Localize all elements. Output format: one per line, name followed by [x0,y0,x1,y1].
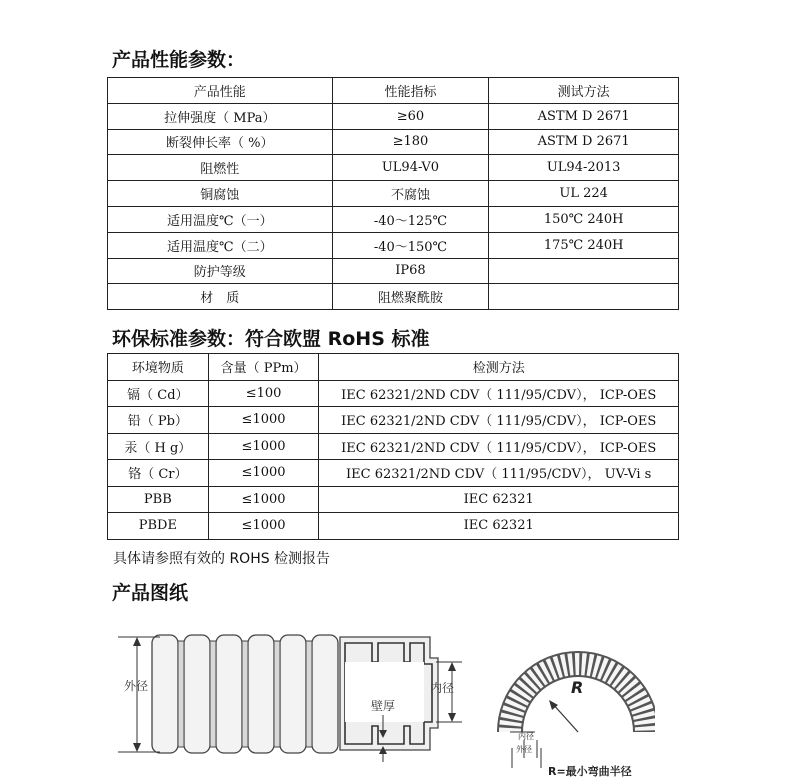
pipe-drawing [0,600,480,780]
table-cell: 150℃ 240H [489,206,679,232]
bend-radius-caption: R=最小弯曲半径 [548,765,632,778]
table-row [108,284,679,310]
bend-inner-label: 内径 [518,732,534,741]
table-cell: ≤1000 [208,407,319,434]
table-header: 含量（ PPm） [208,354,319,381]
table-cell: 铬（ Cr） [108,460,209,487]
table-cell: ≥180 [332,129,489,155]
table-row [108,155,679,181]
inner-diameter-label: 内径 [430,681,455,695]
table-header: 环境物质 [108,354,209,381]
table-cell: 防护等级 [108,258,333,284]
table-row [108,407,679,434]
table-cell: -40～125℃ [332,206,489,232]
table-cell: ≤1000 [208,433,319,460]
table-cell: 铅（ Pb） [108,407,209,434]
table-row [108,380,679,407]
table-cell: IEC 62321/2ND CDV（ 111/95/CDV）， UV-Vi s [319,460,679,487]
radius-symbol: R [571,678,584,697]
table-row [108,206,679,232]
section-title-performance: 产品性能参数： [112,49,246,71]
table-header: 性能指标 [332,78,489,104]
table-cell: IEC 62321/2ND CDV（ 111/95/CDV）， ICP-OES [319,433,679,460]
table-cell: IP68 [332,258,489,284]
table-row [108,433,679,460]
table-cell: IEC 62321 [319,486,679,513]
table-cell: 铜腐蚀 [108,181,333,207]
table-cell: 材 质 [108,284,333,310]
table-cell: ≤1000 [208,513,319,540]
table-cell: ASTM D 2671 [489,103,679,129]
table-cell: ≥60 [332,103,489,129]
table-cell: ≤100 [208,380,319,407]
table-cell: 适用温度℃（一） [108,206,333,232]
bend-outer-label: 外径 [516,745,532,754]
table-cell: ≤1000 [208,460,319,487]
table-row [108,181,679,207]
table-row [108,513,679,540]
table-cell: 适用温度℃（二） [108,232,333,258]
table-cell: UL94-V0 [332,155,489,181]
table-cell: 镉（ Cd） [108,380,209,407]
environmental-table [107,353,679,540]
table-row [108,258,679,284]
table-cell: IEC 62321 [319,513,679,540]
table-cell: 阻燃性 [108,155,333,181]
table-cell: 断裂伸长率（ %） [108,129,333,155]
table-cell: PBB [108,486,209,513]
table-cell: 拉伸强度（ MPa） [108,103,333,129]
table-cell [489,284,679,310]
table-row [108,129,679,155]
section-title-drawing: 产品图纸 [112,582,189,604]
table-cell: 不腐蚀 [332,181,489,207]
table-cell: ASTM D 2671 [489,129,679,155]
wall-thickness-label: 壁厚 [371,699,396,713]
table-cell [489,258,679,284]
table-cell: IEC 62321/2ND CDV（ 111/95/CDV）， ICP-OES [319,407,679,434]
table-row [108,486,679,513]
table-header: 检测方法 [319,354,679,381]
performance-table [107,77,679,310]
bend-drawing [495,600,655,780]
rohs-note: 具体请参照有效的 ROHS 检测报告 [113,551,331,567]
table-row [108,460,679,487]
table-cell: 175℃ 240H [489,232,679,258]
table-cell: UL 224 [489,181,679,207]
outer-diameter-label: 外径 [124,679,149,693]
table-cell: IEC 62321/2ND CDV（ 111/95/CDV）， ICP-OES [319,380,679,407]
table-cell: 阻燃聚酰胺 [332,284,489,310]
table-header: 产品性能 [108,78,333,104]
table-row [108,103,679,129]
table-header-row [108,78,679,104]
table-header-row [108,354,679,381]
section-title-environmental: 环保标准参数：符合欧盟 RoHS 标准 [112,328,430,350]
table-cell: 汞（ H g） [108,433,209,460]
table-row [108,232,679,258]
table-cell: ≤1000 [208,486,319,513]
table-cell: UL94-2013 [489,155,679,181]
table-cell: -40～150℃ [332,232,489,258]
table-header: 测试方法 [489,78,679,104]
table-cell: PBDE [108,513,209,540]
